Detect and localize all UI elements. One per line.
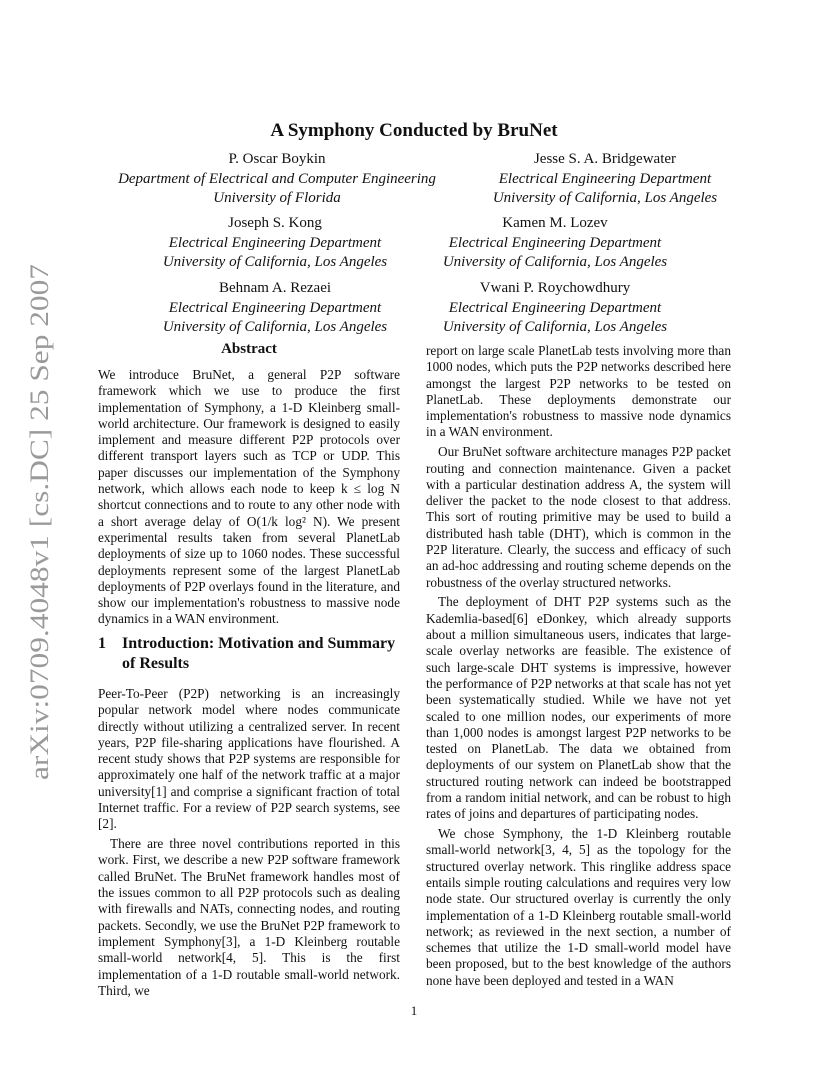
author-name: P. Oscar Boykin (228, 151, 326, 167)
right-column (426, 343, 731, 989)
section-title: Introduction: Motivation and Summary of Results (122, 635, 396, 672)
abstract-heading: Abstract (221, 341, 277, 357)
intro-body (98, 686, 400, 999)
abstract-body (98, 367, 400, 628)
author-block (100, 150, 454, 209)
arxiv-stamp (14, 262, 58, 782)
arxiv-id: arXiv:0709.4048v1 [cs.DC] 25 Sep 2007 (25, 352, 54, 780)
author-block (420, 214, 690, 273)
page-number: 1 (410, 1003, 418, 1018)
author-block (140, 279, 410, 338)
author-block (140, 214, 410, 273)
author-name: Joseph S. Kong (228, 215, 322, 231)
section-number: 1 (98, 635, 106, 652)
author-name: Kamen M. Lozev (502, 215, 608, 231)
author-name: Jesse S. A. Bridgewater (533, 151, 677, 167)
author-affiliation: Electrical Engineering Department (168, 234, 382, 251)
paragraph: report on large scale PlanetLab tests involving more than 1000 nodes, which puts the P2P networks described here amongst the largest P2P networks to be tested on PlanetLab. These deployments demonstrate our implementation's robustness to massive node dynamics in a WAN environment. (426, 343, 731, 440)
author-affiliation: University of California, Los Angeles (492, 190, 718, 206)
author-affiliation: Electrical Engineering Department (498, 170, 712, 187)
section-heading (98, 634, 400, 674)
author-affiliation: University of California, Los Angeles (162, 319, 388, 335)
author-affiliation: Department of Electrical and Computer Engineering (118, 170, 436, 187)
paragraph: The deployment of DHT P2P systems such as the Kademlia-based[6] eDonkey, which already supports about a million simultaneous users, indicates that large-scale overlay networks are feasible. The existence of such large-scale DHT systems is impressive, however the performance of P2P networks at that scale has not yet been systematically studied. While we have not yet scaled to one million nodes, our experiments of more than 1,000 nodes is amongst largest P2P networks to be tested on PlanetLab. The data we obtained from deployments of our system on PlanetLab show that the structured routing network can indeed be bootstrapped from a random initial network, and can be robust to high rates of joins and departures of participating nodes. (426, 594, 731, 822)
abstract-text: We introduce BruNet, a general P2P software framework which we use to produce the first implementation of Symphony, a 1-D Kleinberg small-world architecture. Our framework is designed to easily implement and measure different P2P protocols over different transport layers such as TCP or UDP. This paper discusses our implementation of the Symphony network, which allows each node to keep k ≤ log N shortcut connections and to route to any other node with a short average delay of O(1/k log² N). We present experimental results taken from several PlanetLab deployments of size up to 1060 nodes. These successful deployments represent some of the largest PlanetLab deployments of P2P overlays found in the literature, and show our implementation's robustness to massive node dynamics in a WAN environment. (98, 367, 400, 627)
author-affiliation: University of California, Los Angeles (162, 254, 388, 270)
author-name: Behnam A. Rezaei (218, 280, 332, 296)
author-affiliation: Electrical Engineering Department (168, 299, 382, 316)
author-affiliation: University of California, Los Angeles (442, 319, 668, 335)
author-affiliation: University of Florida (213, 190, 341, 206)
author-name: Vwani P. Roychowdhury (479, 280, 631, 296)
paragraph: We chose Symphony, the 1-D Kleinberg routable small-world network[3, 4, 5] as the topology for the structured overlay network. This ringlike address space entails simple routing calculations and requires very low node state. Our structured overlay is currently the only implementation of a 1-D Kleinberg routable small-world network; as reviewed in the next section, a number of schemes that utilize the 1-D small-world model have been proposed, but to the best knowledge of the authors none have been deployed and tested in a WAN (426, 826, 731, 988)
paper-title: A Symphony Conducted by BruNet (270, 120, 558, 141)
author-block (470, 150, 740, 209)
paragraph: Our BruNet software architecture manages P2P packet routing and connection maintenance. Given a packet with a particular destination address A, the system will deliver the packet to the node closest to that address. This sort of routing primitive may be used to build a distributed hash table (DHT), which is common in the P2P literature. Clearly, the success and efficacy of such an ad-hoc addressing and routing scheme depends on the robustness of the overlay structured networks. (426, 444, 731, 590)
author-affiliation: Electrical Engineering Department (448, 299, 662, 316)
paragraph: Peer-To-Peer (P2P) networking is an increasingly popular network model where nodes communicate directly without utilizing a centralized server. In recent years, P2P file-sharing applications have flourished. A recent study shows that P2P systems are responsible for approximately one half of the network traffic at a major university[1] and comprise a significant fraction of total Internet traffic. For a review of P2P search systems, see [2]. (98, 686, 400, 832)
paragraph: There are three novel contributions reported in this work. First, we describe a new P2P software framework called BruNet. The BruNet framework handles most of the issues common to all P2P protocols such as dealing with firewalls and NATs, connecting nodes, and routing packets. Secondly, we use the BruNet P2P framework to implement Symphony[3], a 1-D Kleinberg routable small-world network[4, 5]. This is the first implementation of a 1-D routable small-world network. Third, we (98, 836, 400, 998)
author-block (420, 279, 690, 338)
author-affiliation: University of California, Los Angeles (442, 254, 668, 270)
author-affiliation: Electrical Engineering Department (448, 234, 662, 251)
